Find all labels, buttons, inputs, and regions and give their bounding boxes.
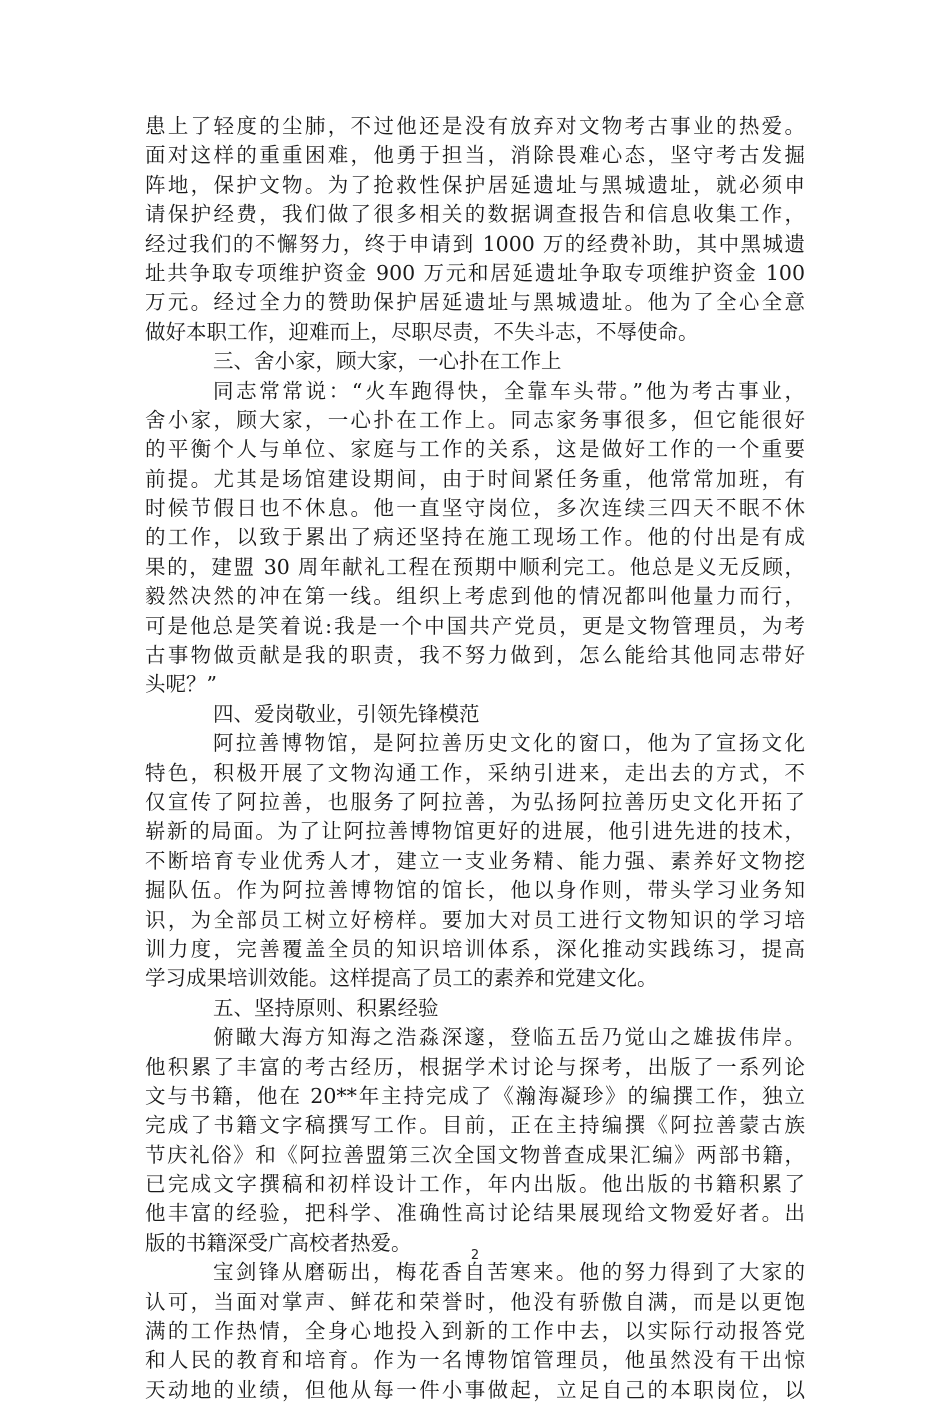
text-line: 宝剑锋从磨砺出，梅花香自苦寒来。他的努力得到了大家的 — [213, 1260, 805, 1285]
text-line: 可是他总是笑着说:我是一个中国共产党员，更是文物管理员，为考 — [145, 613, 805, 638]
page-number: 2 — [470, 1248, 480, 1263]
text-line: 仅宣传了阿拉善，也服务了阿拉善，为弘扬阿拉善历史文化开拓了 — [145, 789, 805, 814]
section-heading: 四、爱岗敬业，引领先锋模范 — [213, 701, 480, 726]
text-line: 的平衡个人与单位、家庭与工作的关系，这是做好工作的一个重要 — [145, 437, 805, 462]
text-line: 阵地，保护文物。为了抢救性保护居延遗址与黑城遗址，就必须申 — [145, 172, 805, 197]
text-line: 版的书籍深受广高校者热爱。 — [145, 1230, 412, 1255]
text-line: 掘队伍。作为阿拉善博物馆的馆长，他以身作则，带头学习业务知 — [145, 878, 805, 903]
text-line: 前提。尤其是场馆建设期间，由于时间紧任务重，他常常加班，有 — [145, 466, 805, 491]
text-line: 面对这样的重重困难，他勇于担当，消除畏难心态，坚守考古发掘 — [145, 143, 805, 168]
text-line: 完成了书籍文字稿撰写工作。目前，正在主持编撰《阿拉善蒙古族 — [145, 1113, 805, 1138]
text-line: 节庆礼俗》和《阿拉善盟第三次全国文物普查成果汇编》两部书籍， — [145, 1142, 805, 1167]
text-line: 满的工作热情，全身心地投入到新的工作中去，以实际行动报答党 — [145, 1319, 805, 1344]
text-line: 学习成果培训效能。这样提高了员工的素养和党建文化。 — [145, 966, 658, 991]
section-heading: 三、舍小家，顾大家，一心扑在工作上 — [213, 349, 562, 374]
text-line: 经过我们的不懈努力，终于申请到 1000 万的经费补助，其中黑城遗 — [145, 231, 805, 256]
section-heading: 五、坚持原则、积累经验 — [213, 995, 439, 1020]
text-line: 不断培育专业优秀人才，建立一支业务精、能力强、素养好文物挖 — [145, 848, 805, 873]
text-line: 同志常常说：“火车跑得快，全靠车头带。”他为考古事业， — [213, 378, 805, 403]
text-line: 训力度，完善覆盖全员的知识培训体系，深化推动实践练习，提高 — [145, 936, 805, 961]
text-line: 请保护经费，我们做了很多相关的数据调查报告和信息收集工作， — [145, 202, 805, 227]
text-line: 做好本职工作，迎难而上，尽职尽责，不失斗志，不辱使命。 — [145, 319, 699, 344]
text-line: 崭新的局面。为了让阿拉善博物馆更好的进展，他引进先进的技术， — [145, 819, 805, 844]
text-line: 舍小家，顾大家，一心扑在工作上。同志家务事很多，但它能很好 — [145, 407, 805, 432]
text-line: 俯瞰大海方知海之浩淼深邃，登临五岳乃觉山之雄拔伟岸。 — [213, 1025, 805, 1050]
text-line: 和人民的教育和培育。作为一名博物馆管理员，他虽然没有干出惊 — [145, 1348, 805, 1373]
text-line: 古事物做贡献是我的职责，我不努力做到，怎么能给其他同志带好 — [145, 643, 805, 668]
document-body — [145, 112, 805, 1405]
text-line: 的工作，以致于累出了病还坚持在施工现场工作。他的付出是有成 — [145, 525, 805, 550]
text-line: 已完成文字撰稿和初样设计工作，年内出版。他出版的书籍积累了 — [145, 1172, 805, 1197]
text-line: 天动地的业绩，但他从每一件小事做起，立足自己的本职岗位，以 — [145, 1377, 805, 1402]
text-line: 时候节假日也不休息。他一直坚守岗位，多次连续三四天不眠不休 — [145, 496, 805, 521]
text-line: 阿拉善博物馆，是阿拉善历史文化的窗口，他为了宣扬文化 — [213, 731, 805, 756]
text-line: 特色，积极开展了文物沟通工作，采纳引进来，走出去的方式，不 — [145, 760, 805, 785]
text-line: 识，为全部员工树立好榜样。要加大对员工进行文物知识的学习培 — [145, 907, 805, 932]
text-line: 址共争取专项维护资金 900 万元和居延遗址争取专项维护资金 100 — [145, 260, 805, 285]
text-line: 患上了轻度的尘肺，不过他还是没有放弃对文物考古事业的热爱。 — [145, 114, 805, 138]
text-line: 他积累了丰富的考古经历，根据学术讨论与探考，出版了一系列论 — [145, 1054, 805, 1079]
text-line: 他丰富的经验，把科学、准确性高讨论结果展现给文物爱好者。出 — [145, 1201, 805, 1226]
text-line: 毅然决然的冲在第一线。组织上考虑到他的情况都叫他量力而行， — [145, 584, 805, 609]
text-line: 文与书籍，他在 20**年主持完成了《瀚海凝珍》的编撰工作，独立 — [145, 1083, 805, 1108]
text-line: 头呢？” — [145, 672, 217, 697]
text-line: 万元。经过全力的赞助保护居延遗址与黑城遗址。他为了全心全意 — [145, 290, 805, 315]
text-line: 果的，建盟 30 周年献礼工程在预期中顺利完工。他总是义无反顾， — [145, 554, 805, 579]
text-line: 认可，当面对掌声、鲜花和荣誉时，他没有骄傲自满，而是以更饱 — [145, 1289, 805, 1314]
